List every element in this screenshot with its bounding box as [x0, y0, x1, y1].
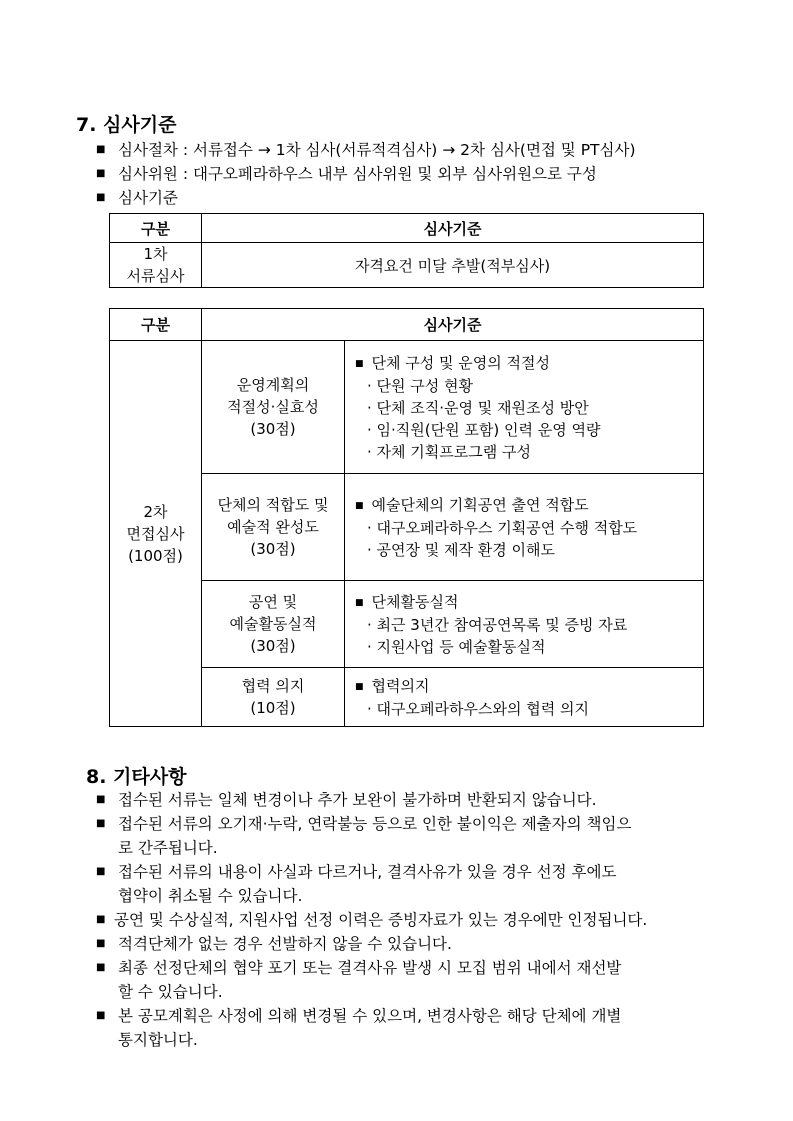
item-label: (30점) [250, 540, 296, 558]
stage-cell [110, 341, 202, 727]
criteria-head: 단체활동실적 [371, 592, 459, 611]
item-label: 예술활동실적 [229, 615, 317, 633]
criteria-sub: · 대구오페라하우스 기획공연 수행 적합도 [367, 518, 638, 537]
bullet-text: 접수된 서류의 내용이 사실과 다르거나, 결격사유가 있을 경우 선정 후에도 [118, 863, 617, 881]
item-label: 운영계획의 [236, 376, 310, 394]
bullet-text: 접수된 서류의 오기재·누락, 연락불능 등으로 인한 불이익은 제출자의 책임으 [118, 815, 632, 833]
bullet-text: 공연 및 수상실적, 지원사업 선정 이력은 증빙자료가 있는 경우에만 인정됩니다. [114, 911, 648, 929]
bullet-text: 적격단체가 없는 경우 선발하지 않을 수 있습니다. [118, 935, 452, 953]
section-8-title: 8. 기타사항 [86, 766, 187, 788]
item-cell [202, 581, 345, 668]
item-label: (10점) [250, 699, 296, 717]
criteria-cell [345, 474, 704, 581]
stage-label: 서류심사 [126, 267, 185, 285]
bullet-text: 협약이 취소될 수 있습니다. [118, 887, 303, 905]
table-header-category: 구분 [110, 214, 202, 243]
criteria-sub: · 대구오페라하우스와의 협력 의지 [367, 699, 589, 718]
item-cell [202, 474, 345, 581]
bullet-text: 최종 선정단체의 협약 포기 또는 결격사유 발생 시 모집 범위 내에서 재선발 [118, 959, 622, 977]
bullet-text: 로 간주됩니다. [118, 839, 218, 857]
criteria-cell [345, 341, 704, 474]
criteria-sub: · 임·직원(단원 포함) 인력 운영 역량 [367, 420, 601, 439]
screening-table-1 [109, 213, 704, 288]
criteria-sub: · 최근 3년간 참여공연목록 및 증빙 자료 [367, 615, 628, 634]
item-label: 예술적 완성도 [227, 518, 319, 536]
stage-label: 면접심사 [126, 524, 185, 543]
criteria-sub: · 단체 조직·운영 및 재원조성 방안 [367, 398, 589, 417]
item-label: 협력 의지 [241, 677, 305, 695]
bullet-text: 본 공모계획은 사정에 의해 변경될 수 있으며, 변경사항은 해당 단체에 개별 [118, 1007, 622, 1025]
bullet-text: 심사절차 : 서류접수 → 1차 심사(서류적격심사) → 2차 심사(면접 및 PT심사) [118, 141, 636, 159]
square-bullet-icon: ■ [96, 144, 106, 155]
item-label: (30점) [250, 637, 296, 655]
criteria-sub: · 지원사업 등 예술활동실적 [367, 637, 546, 656]
square-bullet-icon: ■ [96, 938, 106, 949]
square-bullet-icon: ■ [96, 962, 106, 973]
square-bullet-icon: ■ [96, 168, 106, 179]
bullet-text: 할 수 있습니다. [118, 983, 223, 1001]
criteria-cell [345, 581, 704, 668]
bullet-text: 통지합니다. [118, 1031, 198, 1049]
square-bullet-icon: ■ [96, 794, 106, 805]
screening-table-2 [109, 308, 704, 727]
criteria-cell [345, 668, 704, 727]
square-bullet-icon: ■ [96, 914, 106, 925]
criteria-head: 단체 구성 및 운영의 적절성 [371, 353, 550, 372]
section-7-title: 7. 심사기준 [76, 114, 177, 136]
stage-label: (100점) [128, 546, 183, 565]
square-bullet-icon: ■ [96, 866, 106, 877]
table-header-category: 구분 [110, 309, 202, 341]
criteria-sub: · 자체 기획프로그램 구성 [367, 442, 531, 461]
item-cell [202, 341, 345, 474]
stage-label: 1차 [143, 245, 168, 263]
criteria-cell: 자격요건 미달 추발(적부심사) [202, 243, 704, 288]
table-header-criteria: 심사기준 [202, 214, 704, 243]
square-bullet-icon: ■ [355, 358, 364, 369]
stage-label: 2차 [143, 502, 168, 521]
item-label: 공연 및 [248, 593, 298, 611]
square-bullet-icon: ■ [96, 1010, 106, 1021]
criteria-sub: · 단원 구성 현황 [367, 376, 474, 395]
square-bullet-icon: ■ [355, 500, 364, 511]
square-bullet-icon: ■ [96, 818, 106, 829]
table-header-criteria: 심사기준 [202, 309, 704, 341]
item-cell [202, 668, 345, 727]
criteria-sub: · 공연장 및 제작 환경 이해도 [367, 540, 555, 559]
criteria-head: 예술단체의 기획공연 출연 적합도 [371, 495, 589, 514]
item-label: 적절성·실효성 [227, 398, 319, 416]
square-bullet-icon: ■ [355, 681, 364, 692]
bullet-text: 심사기준 [118, 189, 178, 207]
item-label: (30점) [250, 420, 296, 438]
bullet-text: 심사위원 : 대구오페라하우스 내부 심사위원 및 외부 심사위원으로 구성 [118, 165, 597, 183]
criteria-head: 협력의지 [371, 676, 430, 695]
square-bullet-icon: ■ [96, 192, 106, 203]
square-bullet-icon: ■ [355, 597, 364, 608]
item-label: 단체의 적합도 및 [217, 496, 329, 514]
stage-cell [110, 243, 202, 288]
bullet-text: 접수된 서류는 일체 변경이나 추가 보완이 불가하며 반환되지 않습니다. [118, 791, 597, 809]
